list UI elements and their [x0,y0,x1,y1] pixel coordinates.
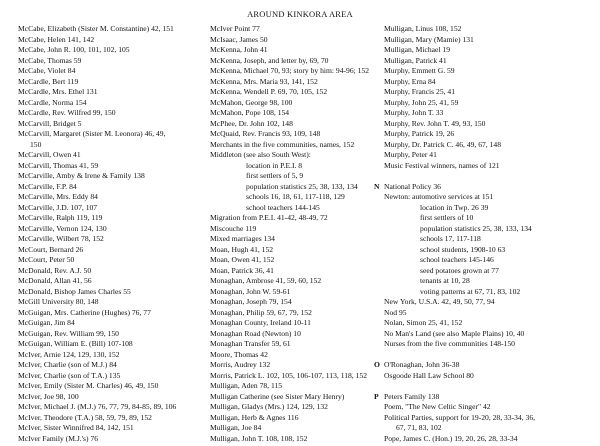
index-entry-text: Mulligan, Joe 84 [210,423,262,432]
index-entry [210,182,390,193]
index-entry [210,24,390,35]
index-entry [18,45,206,56]
index-entry-text: Mulligan, Mary (Mamie) 131 [384,34,474,44]
index-entry-text: school students, 1908-10 63 [420,244,506,254]
index-entry [18,245,206,256]
index-entry-text: McPhee, Dr. John 102, 148 [210,118,293,128]
index-entry [18,434,206,445]
index-entry-text: McCarvill, Owen 41 [18,150,81,159]
index-entry-text: Migration from P.E.I. 41-42, 48-49, 72 [210,213,328,222]
index-entry [210,129,390,140]
index-entry [18,360,206,371]
index-entry-text: McKenna, Mrs. Maria 93, 141, 152 [210,76,318,86]
index-entry [210,350,390,361]
index-entry [210,77,390,88]
index-entry [210,56,390,67]
index-entry [384,192,594,203]
index-entry [18,87,206,98]
index-entry-text: McCarville, Wilbert 78, 152 [18,234,104,243]
index-entry-text: McCabe, Violet 84 [18,66,76,75]
index-entry [210,108,390,119]
index-entry-text: Monaghan Transfer 59, 61 [210,339,291,348]
index-entry [18,192,206,203]
index-entry [210,171,390,182]
index-entry [384,318,594,329]
section-letter: P [374,391,379,401]
index-entry [18,329,206,340]
index-entry-text: McCardle, Rev. Wilfred 99, 150 [18,108,116,117]
index-entry [210,402,390,413]
index-entry [384,297,594,308]
index-entry [384,266,594,277]
index-entry-text: McQuaid, Rev. Francis 93, 109, 148 [210,129,321,138]
index-entry [18,255,206,266]
index-entry [384,35,594,46]
index-entry [210,203,390,214]
index-entry-text: Mulligan Catherine (see Sister Mary Henry) [210,391,345,401]
index-entry-text: voting patterns at 67, 71, 83, 102 [420,286,521,296]
index-entry [18,203,206,214]
index-entry-text: O'Ronaghan, John 36-38 [384,360,460,369]
index-entry-text: Mulligan, Aden 78, 115 [210,381,283,390]
index-entry-text: McMahon, George 98, 100 [210,97,293,107]
index-entry [18,119,206,130]
index-entry [384,308,594,319]
index-entry-text: McCarville, Mrs. Eddy 84 [18,192,98,201]
index-entry-text: No Man's Land (see also Maple Plains) 10, 40 [384,328,525,338]
index-entry-text: Osgoode Hall Law School 80 [384,370,474,380]
index-entry-text: McCabe, Helen 141, 142 [18,34,95,44]
index-entry-text: population statistics 25, 38, 133, 134 [420,223,532,233]
section-spacer [384,171,594,182]
section-letter: N [374,181,380,191]
index-entry-text: McGuigan, William E. (Bill) 107-108 [18,339,133,348]
index-entry-text: McIver Point 77 [210,24,260,33]
index-entry-text: location in Twp. 26 39 [420,202,489,212]
index-entry [384,402,594,413]
index-entry [210,297,390,308]
index-entry [384,56,594,67]
index-entry-text: Monaghan, John W. 59-61 [210,286,291,296]
index-entry-text: McCardle, Mrs. Ethel 131 [18,87,98,96]
index-entry [18,182,206,193]
index-entry [18,129,206,140]
index-entry [18,224,206,235]
index-entry-text: Poem, "The New Celtic Singer" 42 [384,402,491,411]
index-entry-text: McIver, Michael J. (M.J.) 76, 77, 79, 84-85, 89, 106 [18,402,177,411]
index-entry [18,56,206,67]
index-entry-text: McCarville, Ralph 119, 119 [18,213,103,222]
index-entry [18,98,206,109]
index-entry-text: McCabe, Thomas 59 [18,55,82,65]
section-spacer [384,350,594,361]
index-entry [384,413,594,424]
index-entry [210,392,390,403]
index-entry-text: location in P.E.I. 8 [246,160,303,170]
index-entry-text: McKenna, John 41 [210,45,268,54]
index-entry [384,329,594,340]
index-entry-text: 150 [30,139,42,149]
index-column-1 [18,24,206,444]
index-entry-text: Mulligan, Linus 108, 152 [384,24,462,33]
index-entry-text: Murphy, Emmett G. 59 [384,66,455,75]
index-entry [384,150,594,161]
index-entry-text: schools 16, 18, 61, 117-118, 129 [246,192,345,201]
index-entry [210,119,390,130]
index-entry [210,360,390,371]
index-entry [18,35,206,46]
index-entry-text: McIver, Charlie (son of M.J.) 84 [18,360,117,369]
index-entry-text: McIsaac, James 50 [210,34,268,44]
index-entry [210,98,390,109]
index-entry-text: Murphy, Peter 41 [384,150,437,159]
index-entry-text: Mulligan, Michael 19 [384,45,451,54]
index-entry [384,24,594,35]
index-entry [210,276,390,287]
index-entry-text: school teachers 145-146 [420,255,494,264]
index-entry-text: McDonald, Bishop James Charles 55 [18,286,131,296]
index-entry-text: Murphy, Francis 25, 41 [384,87,456,96]
index-column-3 [374,24,594,444]
index-entry-text: first settlers of 5, 9 [246,171,304,180]
section-letter: O [374,360,380,369]
index-entry-text: Moan, Hugh 41, 152 [210,244,274,254]
index-entry-text: McMahon, Pope 108, 154 [210,108,290,117]
index-entry [18,161,206,172]
index-entry [18,402,206,413]
index-entry-text: Miscouche 119 [210,223,257,233]
index-entry-text: Merchants in the five communities, names, 152 [210,139,355,149]
index-entry-text: Monaghan, Philip 59, 67, 79, 152 [210,307,312,317]
index-entry [384,287,594,298]
index-entry [210,308,390,319]
index-entry [210,245,390,256]
index-entry [210,224,390,235]
index-entry-text: McIver, Sister Winnifred 84, 142, 151 [18,423,134,432]
index-entry-text: McCarville, J.D. 107, 107 [18,202,98,212]
index-entry-text: McIver, Arnie 124, 129, 130, 152 [18,349,120,359]
index-entry [18,308,206,319]
index-entry [210,140,390,151]
index-entry [210,192,390,203]
index-entry-text: Murphy, Erna 84 [384,76,436,86]
index-entry [384,245,594,256]
index-entry [210,371,390,382]
index-entry-text: McCabe, John R. 100, 101, 102, 105 [18,45,130,54]
index-entry-text: McCarville, F.P. 84 [18,181,77,191]
index-entry [18,266,206,277]
index-entry [384,119,594,130]
index-entry-text: Monaghan, Ambrose 41, 59, 60, 152 [210,276,322,285]
index-entry-text: 67, 71, 83, 102 [396,423,442,432]
index-entry-text: McKenna, Michael 70, 93; story by him: 94-96; 152 [210,66,370,75]
index-entry-text: McGuigan, Rev. William 99, 150 [18,328,119,338]
index-entry [210,434,390,445]
index-entry [210,318,390,329]
index-entry [384,255,594,266]
index-entry-text: McIver, Theodore (T.A.) 58, 59, 79, 89, 152 [18,412,152,422]
index-entry [210,213,390,224]
index-entry [18,108,206,119]
index-entry-text: McIver, Charlie (son of T.A.) 135 [18,370,121,380]
index-entry-text: Murphy, Patrick 19, 26 [384,129,455,138]
index-entry [210,266,390,277]
index-entry [18,413,206,424]
index-entry [210,413,390,424]
index-entry-text: New York, U.S.A. 42, 49, 50, 77, 94 [384,297,495,306]
index-entry [210,339,390,350]
index-entry [18,339,206,350]
index-entry-text: Murphy, Rev. John T. 49, 93, 150 [384,118,486,128]
index-entry-text: Murphy, John T. 33 [384,108,444,117]
index-entry-text: McCardle, Bert 119 [18,76,79,86]
page-title: AROUND KINKORA AREA [247,9,353,19]
index-entry-text: Mulligan, Patrick 41 [384,55,447,65]
index-entry [210,234,390,245]
index-entry-text: Morris, Patrick L. 102, 105, 106-107, 113, 118, 152 [210,370,367,380]
index-entry-text: Pope, James C. (Hon.) 19, 20, 26, 28, 33-34 [384,433,518,443]
index-entry-text: Peters Family 138 [384,391,440,401]
index-entry-text: Political Parties, support for 19-20, 28, 33-34, 36, [384,412,536,422]
index-entry [18,350,206,361]
index-entry-text: first settlers of 10 [420,213,474,222]
index-entry-text: Morris, Audrey 132 [210,360,271,369]
section-spacer [384,381,594,392]
index-entry-text: McCarville, Amby & Irene & Family 138 [18,171,145,180]
index-entry [18,213,206,224]
index-entry-text: Monaghan County, Ireland 10-11 [210,318,311,327]
index-entry [18,423,206,434]
index-entry-text: seed potatoes grown at 77 [420,265,499,275]
index-entry-text: Murphy, John 25, 41, 59 [384,97,459,107]
index-entry [384,339,594,350]
index-entry [384,161,594,172]
index-entry [18,171,206,182]
index-entry [18,140,206,151]
index-entry-text: Moan, Patrick 36, 41 [210,265,274,275]
index-entry-text: McCarvill, Margaret (Sister M. Leonora) 46, 49, [18,129,166,138]
index-entry [18,297,206,308]
index-entry-text: McGill University 80, 148 [18,297,99,306]
index-entry-text: Nurses from the five communities 148-150 [384,339,515,348]
index-entry [18,24,206,35]
index-entry [384,98,594,109]
index-entry-text: McGuigan, Mrs. Catherine (Hughes) 76, 77 [18,307,151,317]
index-entry-text: Mulligan, John T. 108, 108, 152 [210,433,308,443]
index-entry-text: school teachers 144-145 [246,202,320,212]
index-entry [384,234,594,245]
index-entry [210,66,390,77]
index-entry-text: National Policy 36 [384,181,441,191]
index-entry [18,234,206,245]
index-entry [210,381,390,392]
index-entry [384,108,594,119]
index-entry [18,371,206,382]
index-entry-text: tenants at 10, 28 [420,276,470,285]
index-entry [384,423,594,434]
index-entry [210,161,390,172]
index-entry-text: Mulligan, Herb & Agnes 116 [210,412,299,422]
index-entry-text: Mixed marriages 134 [210,234,275,243]
index-entry-text: Music Festival winners, names of 121 [384,160,500,170]
index-entry-text: Nolan, Simon 25, 41, 152 [384,318,463,327]
index-entry [384,129,594,140]
index-entry [210,255,390,266]
index-entry [384,203,594,214]
index-entry [384,213,594,224]
index-entry [384,224,594,235]
index-entry [210,150,390,161]
index-entry-text: Moore, Thomas 42 [210,349,268,359]
index-entry-text: Mulligan, Gladys (Mrs.) 124, 129, 132 [210,402,328,411]
index-entry [18,381,206,392]
index-entry [384,434,594,445]
index-entry [18,150,206,161]
index-entry-text: McCourt, Peter 50 [18,255,75,264]
index-entry-text: McCardle, Norma 154 [18,97,87,107]
index-entry-text: McDonald, Allan 41, 56 [18,276,92,285]
index-entry-text: McGuigan, Jim 84 [18,318,75,327]
index-entry-text: McCourt, Bernard 26 [18,244,84,254]
index-entry [384,45,594,56]
index-entry-text: McIver Family (M.J.'s) 76 [18,433,99,443]
index-entry-text: Monaghan Road (Newton) 10 [210,328,301,338]
index-entry [210,329,390,340]
index-entry-text: McIver, Emily (Sister M. Charles) 46, 49, 150 [18,381,159,390]
index-entry [384,77,594,88]
index-entry [384,87,594,98]
index-entry [374,360,594,371]
index-entry-text: Middleton (see also South West): [210,150,311,159]
index-entry [18,318,206,329]
index-entry-text: Murphy, Dr. Patrick C. 46, 49, 67, 148 [384,139,501,149]
index-entry-text: McCarvill, Bridget 5 [18,118,82,128]
index-entry [374,181,594,193]
index-entry-text: McKenna, Wendell P. 69, 70, 105, 152 [210,87,328,96]
index-entry [384,371,594,382]
index-entry [18,392,206,403]
index-column-2 [210,24,390,444]
index-entry [18,287,206,298]
index-entry-text: Monaghan, Joseph 79, 154 [210,297,292,306]
index-entry [210,423,390,434]
index-entry [18,276,206,287]
index-entry [384,140,594,151]
index-entry [18,66,206,77]
index-entry-text: Moan, Owen 41, 152 [210,255,275,264]
index-entry-text: McCarville, Vernon 124, 130 [18,223,107,233]
index-entry [18,77,206,88]
index-entry [384,276,594,287]
index-entry [384,66,594,77]
index-entry-text: McCarvill, Thomas 41, 59 [18,160,99,170]
index-entry-text: McDonald, Rev. A.J. 50 [18,265,92,275]
index-entry-text: Nod 95 [384,307,407,317]
index-entry-text: Newton: automotive services at 151 [384,192,494,201]
index-entry [210,287,390,298]
index-entry [210,45,390,56]
index-entry-text: McIver, Joe 98, 100 [18,391,79,401]
index-entry-text: schools 17, 117-118 [420,234,481,243]
index-entry [374,391,594,403]
index-entry [210,35,390,46]
index-entry-text: McCabe, Elizabeth (Sister M. Constantine) 42, 151 [18,24,174,33]
index-entry-text: population statistics 25, 38, 133, 134 [246,181,358,191]
index-entry-text: McKenna, Joseph, and letter by, 69, 70 [210,55,329,65]
index-entry [210,87,390,98]
